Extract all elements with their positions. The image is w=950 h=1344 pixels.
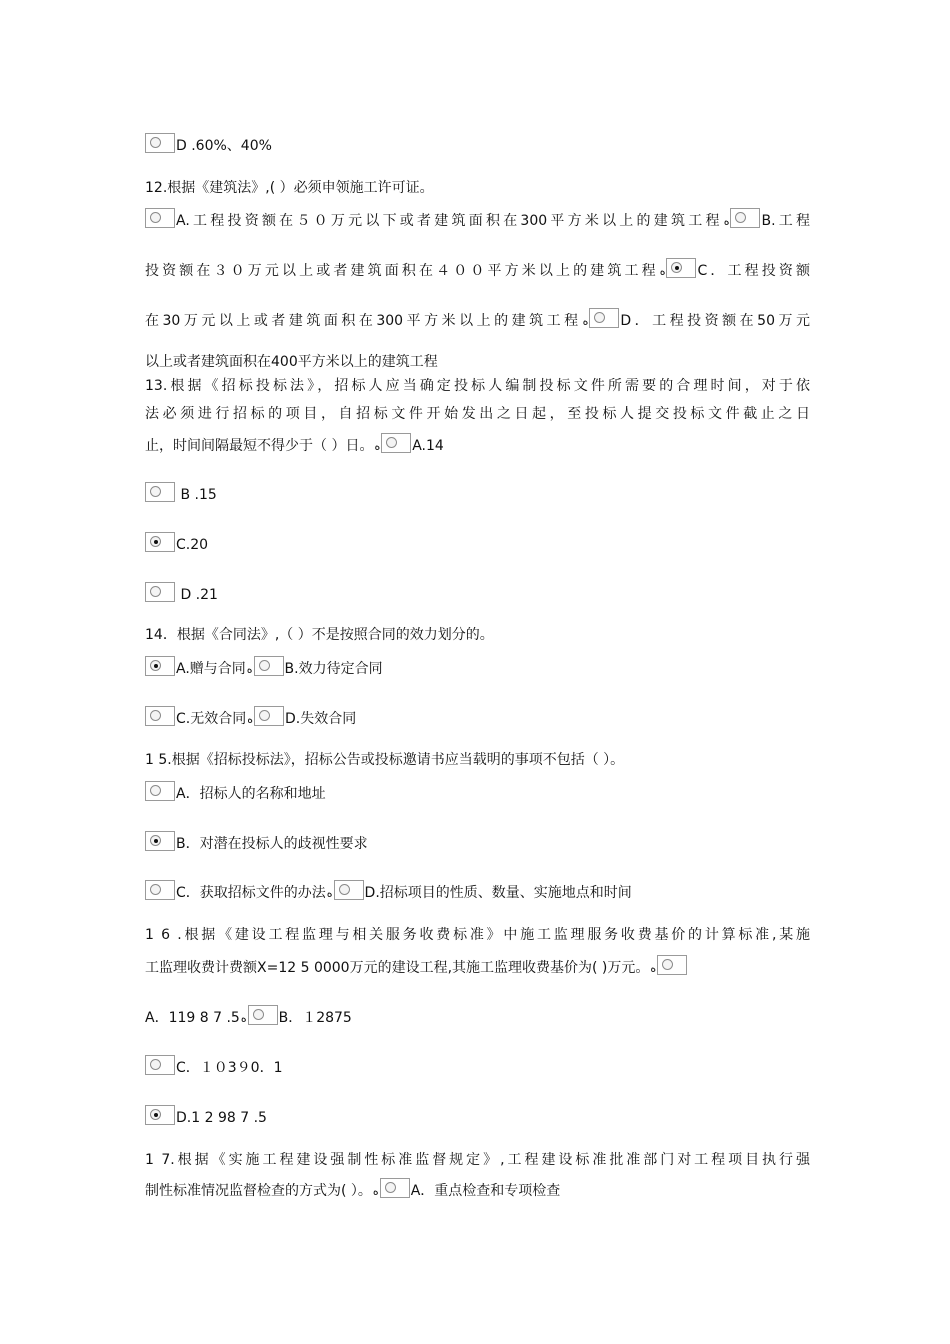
text-line: [145, 955, 810, 979]
option-radio[interactable]: [254, 656, 284, 676]
text-line: [145, 433, 810, 457]
option-radio[interactable]: [145, 831, 175, 851]
tab-mark-icon: ﻩ: [246, 663, 253, 676]
option-radio[interactable]: [254, 706, 284, 726]
option-radio[interactable]: [380, 1178, 410, 1198]
tab-mark-icon: ﻩ: [582, 315, 589, 328]
text-line: [145, 582, 810, 605]
text-line: [145, 880, 810, 904]
tab-mark-icon: ﻩ: [247, 713, 253, 726]
line-text: D .60%、40%: [176, 138, 272, 154]
text-line: [145, 404, 810, 424]
option-radio[interactable]: [334, 880, 364, 900]
line-text: 1 7.根据《实施工程建设强制性标准监督规定》,工程建设标准批准部门对工程项目执行强: [145, 1152, 810, 1168]
option-radio[interactable]: [145, 1055, 175, 1075]
text-line: [145, 376, 810, 396]
option-text: D.失效合同: [285, 711, 357, 727]
option-text: C．工程投资额: [697, 263, 811, 279]
line-text: 工监理收费计费额X=12 5 0000万元的建设工程,其施工监理收费基价为( )万元。: [145, 960, 650, 976]
line-text: 14．根据《合同法》,（ ）不是按照合同的效力划分的。: [145, 627, 494, 643]
text-line: [145, 1105, 810, 1128]
tab-mark-icon: ﻩ: [240, 1012, 247, 1025]
line-text: 12.根据《建筑法》,( ）必须申领施工许可证。: [145, 180, 434, 196]
line-text: 以上或者建筑面积在400平方米以上的建筑工程: [145, 354, 438, 370]
option-text: D.招标项目的性质、数量、实施地点和时间: [364, 885, 632, 901]
line-text: A．招标人的名称和地址: [176, 786, 326, 802]
line-text: C．１０3９0．1: [176, 1060, 283, 1076]
tab-mark-icon: ﻩ: [374, 440, 381, 453]
text-line: [145, 258, 810, 282]
option-radio[interactable]: [145, 482, 175, 502]
text-line: [145, 482, 810, 505]
line-text: A.赠与合同: [176, 661, 246, 677]
tab-mark-icon: ﻩ: [723, 215, 730, 228]
tab-mark-icon: ﻩ: [659, 265, 666, 278]
option-radio[interactable]: [145, 656, 175, 676]
line-text: 制性标准情况监督检查的方式为( ）。: [145, 1183, 372, 1199]
tab-mark-icon: ﻩ: [372, 1185, 379, 1198]
line-text: D .21: [176, 587, 218, 603]
line-text: C.20: [176, 537, 209, 553]
line-text: 1 5.根据《招标投标法》，招标公告或投标邀请书应当载明的事项不包括（ ）。: [145, 752, 625, 768]
text-line: [145, 781, 810, 804]
option-radio[interactable]: [145, 1105, 175, 1125]
tab-mark-icon: ﻩ: [326, 887, 333, 900]
line-text: 13.根据《招标投标法》，招标人应当确定投标人编制投标文件所需要的合理时间，对于依: [145, 378, 810, 394]
option-radio[interactable]: [145, 781, 175, 801]
option-text: A．重点检查和专项检查: [410, 1183, 561, 1199]
option-radio[interactable]: [145, 133, 175, 153]
line-text: B．对潜在投标人的歧视性要求: [176, 836, 368, 852]
option-radio[interactable]: [657, 955, 687, 975]
text-line: [145, 656, 810, 680]
option-radio[interactable]: [381, 433, 411, 453]
text-line: [145, 1005, 810, 1029]
line-text: C．获取招标文件的办法: [176, 885, 326, 901]
line-text: 投资额在３０万元以上或者建筑面积在４００平方米以上的建筑工程: [145, 263, 659, 279]
line-text: 止，时间间隔最短不得少于（ ）日。: [145, 438, 374, 454]
option-text: B.工程: [761, 213, 810, 229]
option-text: B．１2875: [278, 1010, 352, 1026]
text-line: [145, 1178, 810, 1202]
text-line: [145, 133, 810, 156]
option-radio[interactable]: [589, 308, 619, 328]
line-text: 在30万元以上或者建筑面积在300平方米以上的建筑工程: [145, 313, 582, 329]
text-line: [145, 831, 810, 854]
line-text: B .15: [176, 487, 217, 503]
option-radio[interactable]: [145, 706, 175, 726]
option-radio[interactable]: [145, 532, 175, 552]
text-line: [145, 308, 810, 332]
text-line: [145, 625, 810, 645]
option-text: A.14: [412, 438, 444, 454]
option-radio[interactable]: [145, 208, 175, 228]
option-radio[interactable]: [248, 1005, 278, 1025]
line-text: A.工程投资额在５０万元以下或者建筑面积在300平方米以上的建筑工程: [176, 213, 723, 229]
option-radio[interactable]: [145, 582, 175, 602]
option-text: D．工程投资额在50万元: [620, 313, 810, 329]
text-line: [145, 750, 810, 770]
text-line: [145, 178, 810, 198]
text-line: [145, 925, 810, 945]
option-radio[interactable]: [666, 258, 696, 278]
option-radio[interactable]: [145, 880, 175, 900]
option-text: B.效力待定合同: [284, 661, 383, 677]
tab-mark-icon: ﻩ: [650, 962, 657, 975]
line-text: D.1 2 98 7 .5: [176, 1110, 267, 1126]
line-text: 法必须进行招标的项目，自招标文件开始发出之日起，至投标人提交投标文件截止之日: [145, 406, 810, 422]
line-text: 1 6 .根据《建设工程监理与相关服务收费标准》中施工监理服务收费基价的计算标准,某施: [145, 927, 810, 943]
text-line: [145, 1055, 810, 1078]
text-line: [145, 1150, 810, 1170]
line-text: A．119 8 7 .5: [145, 1010, 240, 1026]
text-line: [145, 532, 810, 555]
option-radio[interactable]: [730, 208, 760, 228]
text-line: [145, 706, 810, 730]
text-line: [145, 352, 810, 372]
text-line: [145, 208, 810, 232]
line-text: C.无效合同: [176, 711, 247, 727]
